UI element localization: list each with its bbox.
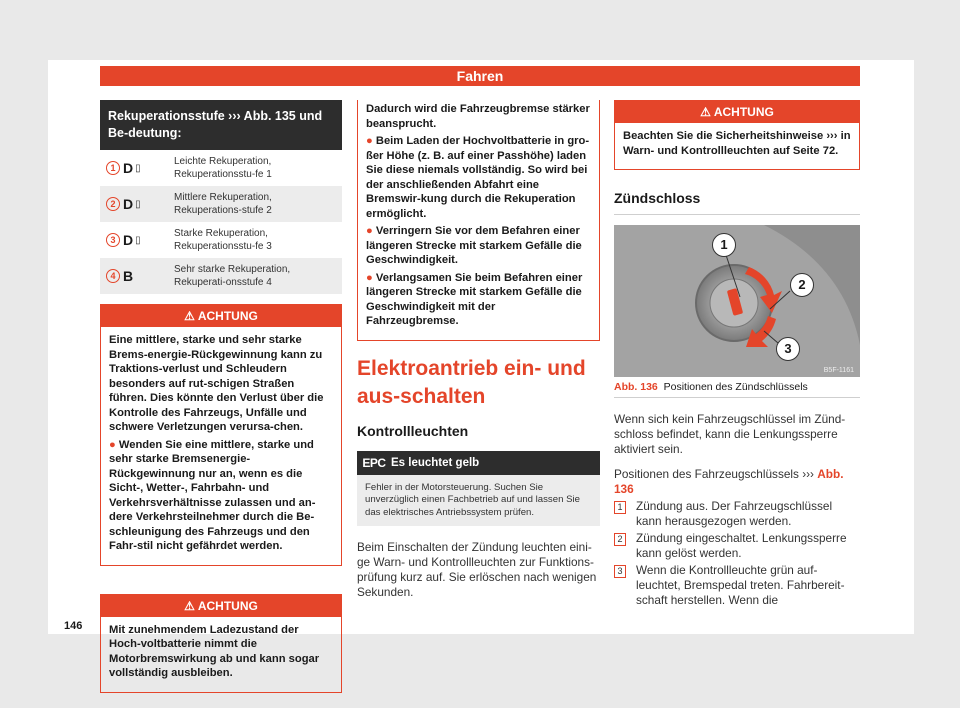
warning-bullet: ● Wenden Sie eine mittlere, starke und sehr starke Bremsenergie-Rückgewinnung nur an, wenn es die Sicht-, Wetter-, Fahrbahn- und Verkehrsverhältnisse zulassen und an-dere Verkehrsteilnehmer durch die Be-schleunigung des Fahrzeugs und den Fahr-stil nicht gefährdet werden.: [109, 438, 316, 552]
row-number: 4: [106, 269, 120, 283]
warning-box: [100, 304, 342, 566]
body-paragraph: Wenn sich kein Fahrzeugschlüssel im Zünd-schloss befindet, kann die Lenkungssperre aktiviert sein.: [614, 412, 846, 456]
body-paragraph: Beim Einschalten der Zündung leuchten eini-ge Warn- und Kontrollleuchten zur Funktions-prüfung kurz auf. Sie erlöschen nach wenigen Sekunden.: [357, 540, 597, 599]
warning-triangle-icon: ⚠: [184, 598, 195, 613]
warning-triangle-icon: ⚠: [700, 105, 711, 119]
column-left: [100, 100, 342, 693]
recuperation-level-icon: ▯: [135, 162, 141, 174]
callout-3: 3: [776, 337, 800, 361]
warning-text: Dadurch wird die Fahrzeugbremse stärker beansprucht.: [366, 103, 590, 130]
recuperation-symbol: B: [123, 267, 134, 284]
table-row: [100, 222, 342, 258]
warning-text: Beachten Sie die Sicherheitshinweise ››› in Warn- und Kontrollleuchten auf Seite 72.: [623, 130, 851, 157]
warning-box-2: [100, 594, 342, 693]
warning-triangle-icon: ⚠: [184, 309, 195, 323]
indicator-description: Fehler in der Motorsteuerung. Suchen Sie unverzüglich einen Fachbetrieb auf und lassen Sie das elektrisches Antriebssystem prüfen.: [357, 475, 600, 527]
section-title: Elektroantrieb ein- und aus-schalten: [357, 356, 586, 408]
item-number: 3: [614, 565, 626, 578]
row-number: 1: [106, 161, 120, 175]
figure-code: B5F-1161: [823, 367, 854, 374]
table-row: [100, 186, 342, 222]
item-text: Zündung aus. Der Fahrzeugschlüssel kann herausgezogen werden.: [636, 499, 833, 528]
callout-1: 1: [712, 233, 736, 257]
recuperation-level-icon: ▯: [135, 198, 141, 210]
row-description: Starke Rekuperation, Rekuperationsstu-fe 3: [174, 228, 272, 252]
ignition-figure: [614, 225, 860, 377]
indicator-title: Es leuchtet gelb: [391, 456, 480, 469]
item-text: Zündung eingeschaltet. Lenkungssperre kann gelöst werden.: [636, 531, 847, 560]
recuperation-level-icon: ▯: [135, 234, 141, 246]
warning-title: ⚠ ACHTUNG: [101, 595, 341, 617]
warning-bullet: ● Verringern Sie vor dem Befahren einer längeren Strecke mit starkem Gefälle die Geschwindigkeit.: [366, 225, 582, 266]
row-description: Mittlere Rekuperation, Rekuperations-stufe 2: [174, 192, 272, 216]
section-title: Zündschloss: [614, 190, 701, 206]
warning-bullet: ● Beim Laden der Hochvoltbatterie in gro-ßer Höhe (z. B. auf einer Passhöhe) laden Sie diese niemals vollständig. So wird bei der anschließenden Abfahrt eine Bremswir-kung durch die Rekuperation ermöglicht.: [366, 135, 590, 220]
page-number: 146: [64, 620, 83, 632]
bullet-icon: ●: [109, 438, 116, 451]
table-row: [100, 258, 342, 294]
column-middle: [357, 100, 600, 600]
row-description: Leichte Rekuperation, Rekuperationsstu-fe 1: [174, 156, 272, 180]
item-number: 1: [614, 501, 626, 514]
warning-title: ⚠ ACHTUNG: [615, 101, 859, 123]
body-paragraph: Positionen des Fahrzeugschlüssels ››› Abb. 136: [614, 467, 844, 496]
page-header: Fahren: [100, 66, 860, 86]
bullet-icon: ●: [366, 225, 373, 237]
warning-title: ⚠ ACHTUNG: [101, 305, 341, 327]
warning-text: Mit zunehmendem Ladezustand der Hoch-voltbatterie nimmt die Motorbremswirkung ab und kann sogar vollständig ausbleiben.: [109, 623, 320, 679]
warning-text: Eine mittlere, starke und sehr starke Brems-energie-Rückgewinnung kann zu Traktions-verlust und Schleudern besonders auf rut-schigen Straßen führen. Dies könnte den Verlust über die Kontrolle des Fahrzeugs, Unfälle und schwere Verletzungen verursa-chen.: [109, 334, 324, 433]
list-item: [614, 499, 860, 529]
bullet-icon: ●: [366, 271, 373, 284]
figure-caption: Abb. 136 Positionen des Zündschlüssels: [614, 377, 860, 398]
row-number: 3: [106, 233, 120, 247]
table-heading: Rekuperationsstufe ››› Abb. 135 und Be-deutung:: [100, 100, 342, 150]
indicator-header: [357, 451, 600, 475]
recuperation-symbol: D: [123, 231, 134, 248]
warning-bullet: ● Verlangsamen Sie beim Befahren einer längeren Strecke mit starkem Gefälle die Geschwindigkeit mit der Fahrzeugbremse.: [366, 271, 583, 327]
recuperation-symbol: D: [123, 159, 134, 176]
row-number: 2: [106, 197, 120, 211]
row-description: Sehr starke Rekuperation, Rekuperati-onsstufe 4: [174, 264, 291, 288]
item-number: 2: [614, 533, 626, 546]
column-right: [614, 100, 860, 608]
recuperation-symbol: D: [123, 195, 134, 212]
warning-box-3: [614, 100, 860, 170]
epc-icon: EPC: [362, 455, 386, 470]
list-item: [614, 563, 860, 608]
item-text: Wenn die Kontrollleuchte grün auf-leuchtet, Bremspedal treten. Fahrbereit-schaft herstellen. Wenn die: [636, 563, 845, 607]
table-row: [100, 150, 342, 186]
warning-box-continued: [357, 100, 600, 341]
list-item: [614, 531, 860, 561]
subsection-title: Kontrollleuchten: [357, 422, 469, 439]
bullet-icon: ●: [366, 135, 373, 147]
ignition-lock-illustration: [614, 225, 860, 377]
callout-2: 2: [790, 273, 814, 297]
